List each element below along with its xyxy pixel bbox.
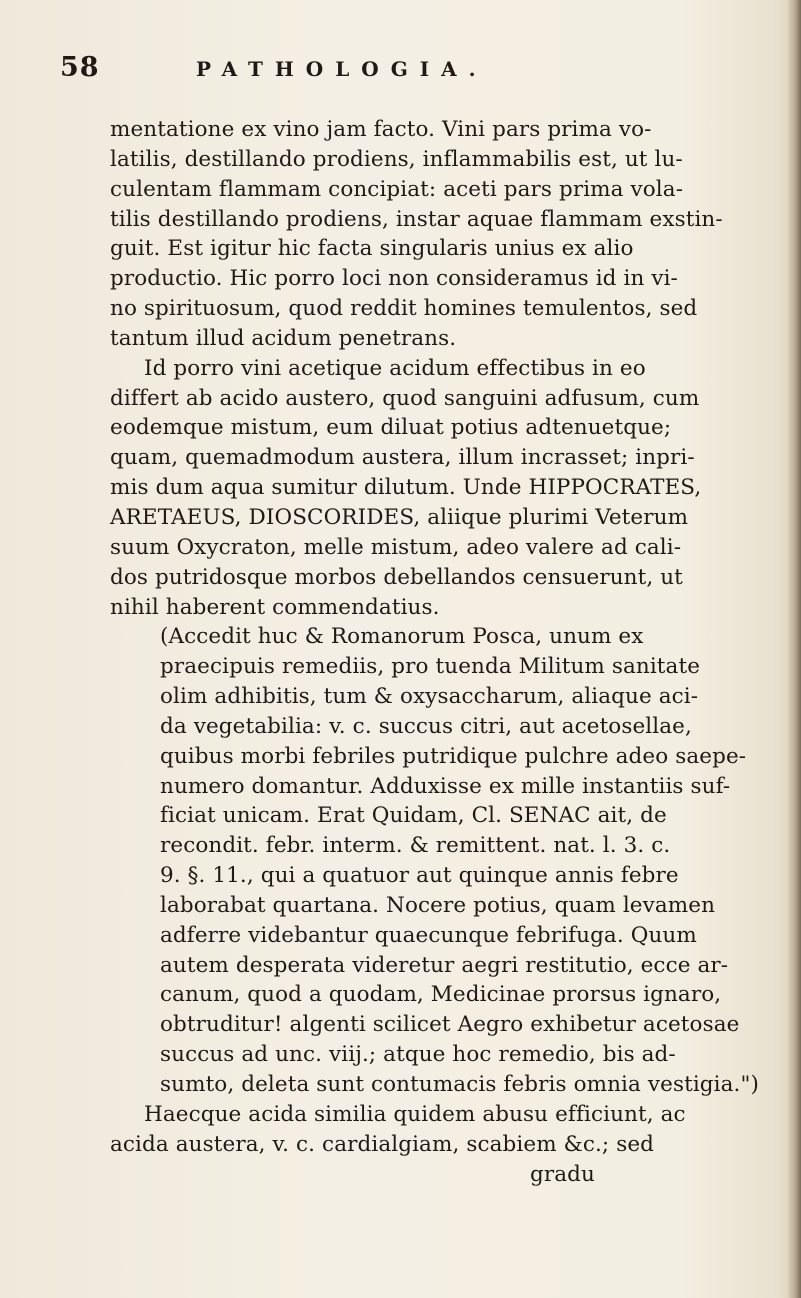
body-text [110,115,765,1189]
text-line: nihil haberent commendatius. [110,594,440,620]
text-line: acida austera, v. c. cardialgiam, scabiem &c.; sed [110,1131,655,1157]
text-line: suum Oxycraton, melle mistum, adeo valere ad cali- [110,534,682,560]
running-head: PATHOLOGIA. [196,57,488,81]
catchword: gradu [530,1161,595,1187]
text-line: eodemque mistum, eum diluat potius adtenuetque; [110,415,672,441]
text-line: no spirituosum, quod reddit homines temulentos, sed [110,296,698,322]
text-line: succus ad unc. viij.; atque hoc remedio, bis ad- [160,1042,676,1068]
text-line: praecipuis remediis, pro tuenda Militum sanitate [160,654,701,680]
text-line: quibus morbi febriles putridique pulchre adeo saepe- [160,743,747,769]
text-line: ARETAEUS, DIOSCORIDES, aliique plurimi Veterum [110,504,689,530]
text-line: adferre videbantur quaecunque febrifuga. Quum [160,922,697,948]
text-line: 9. §. 11., qui a quatuor aut quinque annis febre [160,863,679,889]
page-number: 58 [60,52,100,83]
text-line: recondit. febr. interm. & remittent. nat. l. 3. c. [160,833,671,859]
text-line: (Accedit huc & Romanorum Posca, unum ex [160,624,644,650]
text-line: canum, quod a quodam, Medicinae prorsus ignaro, [160,982,722,1008]
page-edge-shadow [787,0,801,1298]
text-line: quam, quemadmodum austera, illum incrasset; inpri- [110,445,695,471]
text-line: mis dum aqua sumitur dilutum. Unde HIPPOCRATES, [110,475,702,501]
text-line: da vegetabilia: v. c. succus citri, aut acetosellae, [160,713,692,739]
text-line: sumto, deleta sunt contumacis febris omnia vestigia.") [160,1072,759,1097]
text-line: olim adhibitis, tum & oxysaccharum, aliaque aci- [160,684,699,710]
text-line: mentatione ex vino jam facto. Vini pars prima vo- [110,117,652,142]
text-line: obtruditur! algenti scilicet Aegro exhibetur acetosae [160,1012,740,1038]
text-line: numero domantur. Adduxisse ex mille instantiis suf- [160,773,731,799]
text-line: dos putridosque morbos debellandos censuerunt, ut [110,564,683,590]
text-line: tilis destillando prodiens, instar aquae flammam exstin- [110,206,723,232]
text-line: productio. Hic porro loci non consideramus id in vi- [110,266,678,292]
text-line: Id porro vini acetique acidum effectibus in eo [144,355,646,381]
text-line: Haecque acida similia quidem abusu efficiunt, ac [144,1101,686,1127]
text-line: guit. Est igitur hic facta singularis unius ex alio [110,236,634,262]
text-line: differt ab acido austero, quod sanguini adfusum, cum [110,385,700,411]
text-line: ficiat unicam. Erat Quidam, Cl. SENAC ait, de [160,803,667,829]
page-header [0,52,801,98]
text-line: culentam flammam concipiat: aceti pars prima vola- [110,176,684,202]
text-line: tantum illud acidum penetrans. [110,325,457,351]
text-line: autem desperata videretur aegri restitutio, ecce ar- [160,952,729,978]
text-line: latilis, destillando prodiens, inflammabilis est, ut lu- [110,146,683,172]
text-line: laborabat quartana. Nocere potius, quam levamen [160,892,716,918]
